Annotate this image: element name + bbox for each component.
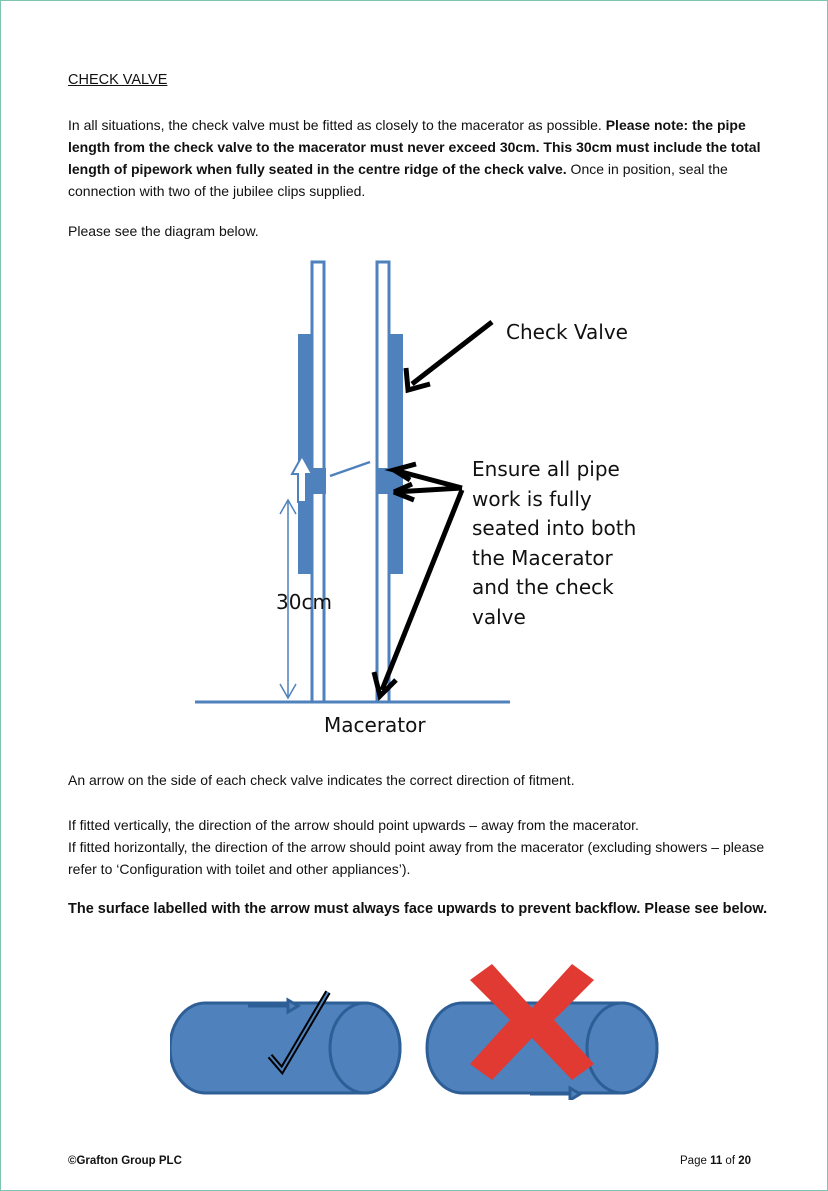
page-current: 11 bbox=[710, 1155, 723, 1167]
left-valve-body bbox=[298, 334, 312, 574]
horizontal-note: If fitted horizontally, the direction of the arrow should point away from the macerator (excluding showers – please refer to ‘Configuration with toilet and other appliances’). bbox=[68, 839, 765, 877]
intro-note-bold: Please note: the pipe length from the check valve to the macerator must never exceed 30cm. This 30cm must include the total length of pipework when fully seated in the centre ridge of the check valve. bbox=[68, 117, 761, 177]
orientation-notes bbox=[68, 814, 768, 880]
incorrect-cylinder bbox=[427, 964, 657, 1100]
intro-text-3: Once in position, seal the connection with two of the jubilee clips supplied. bbox=[68, 161, 728, 199]
footer-page-number bbox=[680, 1155, 751, 1167]
ridge-pointer bbox=[330, 462, 370, 476]
label-check-valve: Check Valve bbox=[506, 320, 628, 344]
warning-text: The surface labelled with the arrow must always face upwards to prevent backflow. Please see below. bbox=[68, 901, 768, 917]
page-mid: of bbox=[722, 1155, 739, 1167]
label-ensure-seated: Ensure all pipe work is fully seated into both the Macerator and the check valve bbox=[472, 457, 637, 629]
page-total: 20 bbox=[738, 1155, 752, 1167]
section-heading: CHECK VALVE bbox=[68, 72, 168, 88]
arrow-note: An arrow on the side of each check valve indicates the correct direction of fitment. bbox=[68, 772, 575, 788]
right-valve-body bbox=[389, 334, 403, 574]
right-ridge bbox=[377, 468, 391, 494]
see-diagram-text: Please see the diagram below. bbox=[68, 223, 259, 239]
intro-text-1: In all situations, the check valve must be fitted as closely to the macerator as possible. bbox=[68, 117, 606, 133]
label-30cm: 30cm bbox=[276, 590, 332, 614]
page-prefix: Page bbox=[680, 1155, 711, 1167]
check-valve-pointer bbox=[406, 322, 492, 390]
correct-cylinder bbox=[170, 992, 400, 1093]
footer-copyright: ©Grafton Group PLC bbox=[68, 1155, 182, 1167]
orientation-examples bbox=[170, 960, 670, 1100]
vertical-note: If fitted vertically, the direction of the arrow should point upwards – away from the macerator. bbox=[68, 817, 639, 833]
intro-paragraph bbox=[68, 114, 768, 202]
left-ridge bbox=[312, 468, 326, 494]
label-macerator: Macerator bbox=[324, 713, 426, 737]
